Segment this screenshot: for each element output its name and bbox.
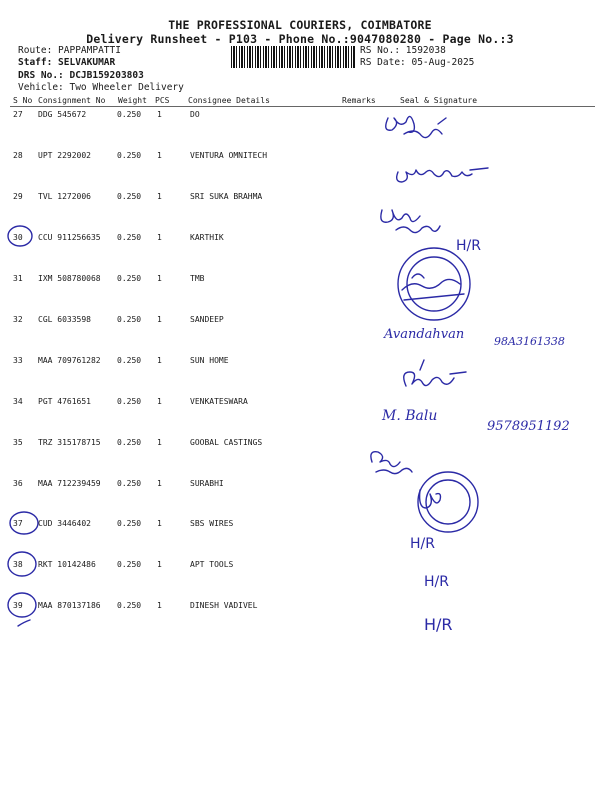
row-weight: 0.250 — [117, 192, 142, 201]
col-remarks: Remarks — [342, 96, 376, 105]
row-pcs: 1 — [157, 438, 162, 447]
row-consignment: CCU 911256635 — [38, 233, 101, 242]
row-weight: 0.250 — [117, 397, 142, 406]
table-row — [0, 151, 600, 165]
row-consignment: CGL 6033598 — [38, 315, 91, 324]
table-row — [0, 274, 600, 288]
row-pcs: 1 — [157, 233, 162, 242]
drs-label: DRS No.: DCJB159203803 — [18, 70, 144, 81]
row-consignee: DINESH VADIVEL — [190, 601, 258, 610]
vehicle-label: Vehicle: Two Wheeler Delivery — [18, 82, 184, 93]
row-sno: 29 — [13, 192, 23, 201]
table-row — [0, 192, 600, 206]
table-row — [0, 479, 600, 493]
col-pcs: PCS — [155, 96, 170, 105]
col-sno: S No — [13, 96, 33, 105]
row-sno: 34 — [13, 397, 23, 406]
row-weight: 0.250 — [117, 560, 142, 569]
row-consignment: MAA 870137186 — [38, 601, 101, 610]
signature-row-28 — [397, 168, 488, 182]
row-pcs: 1 — [157, 192, 162, 201]
row-consignment: TRZ 315178715 — [38, 438, 101, 447]
row-weight: 0.250 — [117, 233, 142, 242]
signature-row-29 — [381, 210, 440, 233]
row-consignment: MAA 712239459 — [38, 479, 101, 488]
col-weight: Weight — [118, 96, 147, 105]
hr-row-37: H/R — [410, 536, 435, 552]
table-row — [0, 438, 600, 452]
hr-row-30: H/R — [456, 238, 481, 254]
phone-row-32: 98A3161338 — [494, 335, 565, 348]
row-pcs: 1 — [157, 151, 162, 160]
row-consignment: RKT 10142486 — [38, 560, 96, 569]
row-sno: 32 — [13, 315, 23, 324]
phone-row-34: 9578951192 — [487, 419, 570, 434]
hr-row-38: H/R — [424, 574, 449, 590]
row-consignee: DO — [190, 110, 200, 119]
row-consignment: TVL 1272006 — [38, 192, 91, 201]
name-row-34: M. Balu — [382, 408, 438, 424]
row-pcs: 1 — [157, 560, 162, 569]
row-weight: 0.250 — [117, 274, 142, 283]
row-consignee: SUN HOME — [190, 356, 229, 365]
table-row — [0, 519, 600, 533]
signature-row-35 — [371, 452, 412, 474]
row-pcs: 1 — [157, 110, 162, 119]
row-sno: 38 — [13, 560, 23, 569]
rs-number: RS No.: 1592038 — [360, 45, 446, 56]
row-pcs: 1 — [157, 519, 162, 528]
table-row — [0, 110, 600, 124]
row-consignee: VENTURA OMNITECH — [190, 151, 268, 160]
row-consignment: MAA 709761282 — [38, 356, 101, 365]
row-sno: 30 — [13, 233, 23, 242]
row-weight: 0.250 — [117, 438, 142, 447]
row-weight: 0.250 — [117, 601, 142, 610]
row-consignee: SRI SUKA BRAHMA — [190, 192, 263, 201]
row-pcs: 1 — [157, 479, 162, 488]
runsheet-subtitle: Delivery Runsheet - P103 - Phone No.:9047080280 - Page No.:3 — [86, 32, 514, 46]
row-sno: 31 — [13, 274, 23, 283]
row-weight: 0.250 — [117, 110, 142, 119]
company-title: THE PROFESSIONAL COURIERS, COIMBATORE — [168, 18, 432, 32]
rs-date: RS Date: 05-Aug-2025 — [360, 57, 475, 68]
row-sno: 37 — [13, 519, 23, 528]
row-consignee: SURABHI — [190, 479, 224, 488]
row-sno: 36 — [13, 479, 23, 488]
row-consignee: TMB — [190, 274, 205, 283]
row-consignee: SANDEEP — [190, 315, 224, 324]
row-pcs: 1 — [157, 397, 162, 406]
row-consignment: PGT 4761651 — [38, 397, 91, 406]
table-row — [0, 560, 600, 574]
row-consignee: SBS WIRES — [190, 519, 234, 528]
table-row — [0, 233, 600, 247]
row-weight: 0.250 — [117, 519, 142, 528]
row-consignee: VENKATESWARA — [190, 397, 248, 406]
row-consignment: DDG 545672 — [38, 110, 87, 119]
table-row — [0, 397, 600, 411]
name-row-32: Avandahvan — [384, 327, 465, 342]
route-label: Route: PAPPAMPATTI — [18, 45, 121, 56]
row-sno: 27 — [13, 110, 23, 119]
col-consignee: Consignee Details — [188, 96, 270, 105]
row-weight: 0.250 — [117, 479, 142, 488]
row-consignee: APT TOOLS — [190, 560, 234, 569]
row-consignment: CUD 3446402 — [38, 519, 91, 528]
staff-label: Staff: SELVAKUMAR — [18, 57, 116, 68]
row-pcs: 1 — [157, 274, 162, 283]
table-row — [0, 601, 600, 615]
row-weight: 0.250 — [117, 151, 142, 160]
row-sno: 35 — [13, 438, 23, 447]
row-consignee: GOOBAL CASTINGS — [190, 438, 263, 447]
col-consignment: Consignment No — [38, 96, 106, 105]
row-sno: 28 — [13, 151, 23, 160]
row-pcs: 1 — [157, 601, 162, 610]
row-consignee: KARTHIK — [190, 233, 224, 242]
row-consignment: IXM 508780068 — [38, 274, 101, 283]
row-sno: 39 — [13, 601, 23, 610]
hr-row-39: H/R — [424, 615, 453, 634]
barcode — [231, 46, 355, 68]
header-divider — [10, 106, 595, 107]
row-pcs: 1 — [157, 315, 162, 324]
row-weight: 0.250 — [117, 315, 142, 324]
row-sno: 33 — [13, 356, 23, 365]
table-row — [0, 356, 600, 370]
col-seal: Seal & Signature — [400, 96, 478, 105]
table-row — [0, 315, 600, 329]
row-pcs: 1 — [157, 356, 162, 365]
row-weight: 0.250 — [117, 356, 142, 365]
row-consignment: UPT 2292002 — [38, 151, 91, 160]
